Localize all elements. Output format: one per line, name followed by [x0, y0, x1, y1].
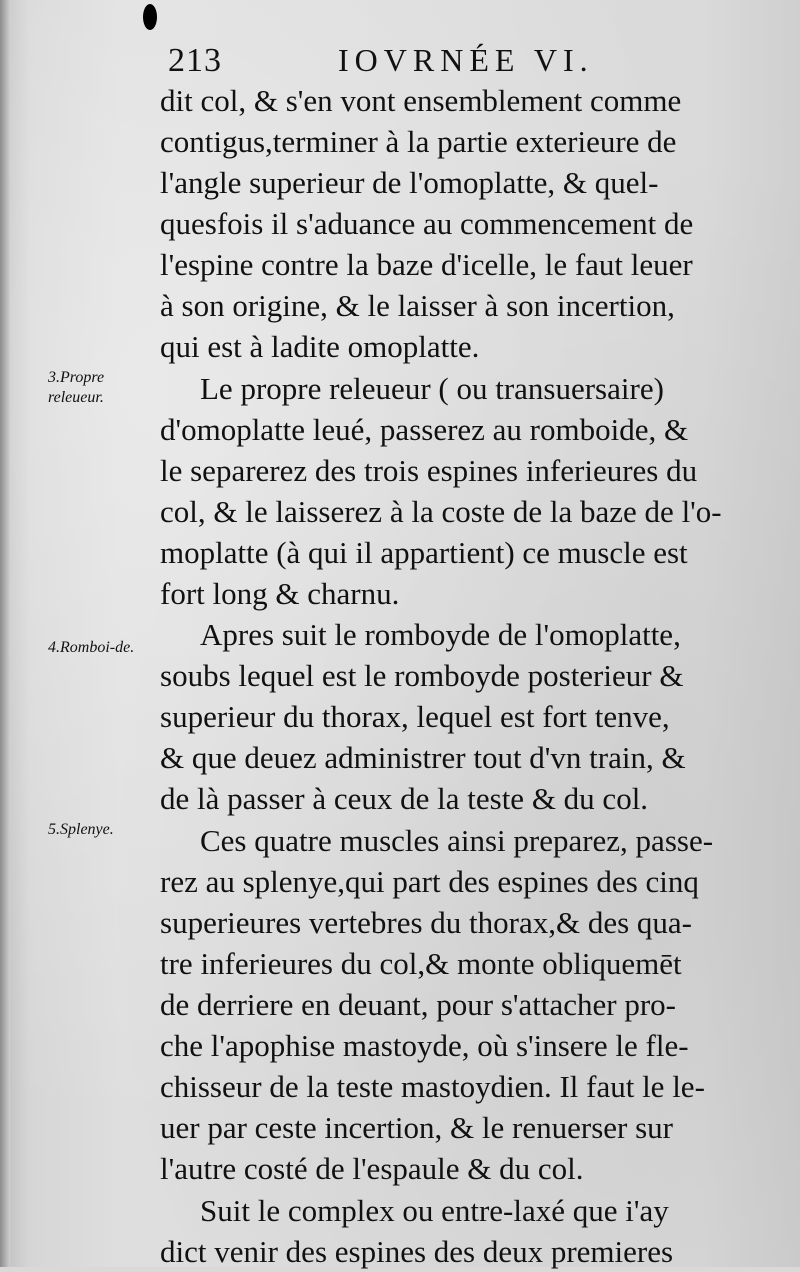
text-line: dict venir des espines des deux premieres	[160, 1234, 674, 1269]
text-line: d'omoplatte leué, passerez au romboide, &	[160, 412, 689, 447]
text-line: moplatte (à qui il appartient) ce muscle est	[160, 535, 688, 570]
text-line: l'autre costé de l'espaule & du col.	[160, 1151, 584, 1186]
page-gutter	[0, 0, 10, 1267]
text-line: uer par ceste incertion, & le renuerser sur	[160, 1110, 673, 1145]
text-line: fort long & charnu.	[160, 576, 400, 611]
text-line: Suit le complex ou entre-laxé que i'ay	[200, 1193, 669, 1228]
text-line: superieures vertebres du thorax,& des qua-	[160, 905, 692, 940]
text-line: Apres suit le romboyde de l'omoplatte,	[200, 617, 681, 652]
page-number: 213	[168, 42, 222, 79]
text-line: Ces quatre muscles ainsi preparez, passe-	[200, 823, 714, 858]
ink-blot	[143, 4, 157, 30]
marginal-note-splenye: 5.Splenye.	[48, 821, 114, 838]
text-line: superieur du thorax, lequel est fort tenve,	[160, 699, 670, 734]
text-line: qui est à ladite omoplatte.	[160, 329, 480, 364]
text-line: l'angle superieur de l'omoplatte, & quel-	[160, 165, 659, 200]
text-line: contigus,terminer à la partie exterieure de	[160, 124, 677, 159]
text-line: soubs lequel est le romboyde posterieur &	[160, 658, 684, 693]
text-line: de là passer à ceux de la teste & du col.	[160, 781, 649, 816]
text-line: col, & le laisserez à la coste de la baze de l'o-	[160, 494, 722, 529]
text-line: Le propre releueur ( ou transuersaire)	[200, 371, 664, 406]
marginal-note-romboide: 4.Romboi-de.	[48, 639, 135, 656]
text-line: à son origine, & le laisser à son incertion,	[160, 288, 675, 323]
text-line: dit col, & s'en vont ensemblement comme	[160, 83, 682, 118]
text-line: & que deuez administrer tout d'vn train, &	[160, 740, 686, 775]
text-line: quesfois il s'aduance au commencement de	[160, 206, 694, 241]
text-line: chisseur de la teste mastoydien. Il faut le le-	[160, 1069, 705, 1104]
text-line: che l'apophise mastoyde, où s'insere le fle-	[160, 1028, 689, 1063]
marginal-note-propre-releueur: 3.Propre releueur.	[48, 369, 105, 406]
text-line: rez au splenye,qui part des espines des cinq	[160, 864, 699, 899]
running-title: IOVRNÉE VI.	[338, 42, 594, 78]
text-line: l'espine contre la baze d'icelle, le faut leuer	[160, 247, 693, 282]
text-line: de derriere en deuant, pour s'attacher pro-	[160, 987, 676, 1022]
text-line: le separerez des trois espines inferieures du	[160, 453, 698, 488]
text-line: tre inferieures du col,& monte obliquemēt	[160, 946, 682, 981]
